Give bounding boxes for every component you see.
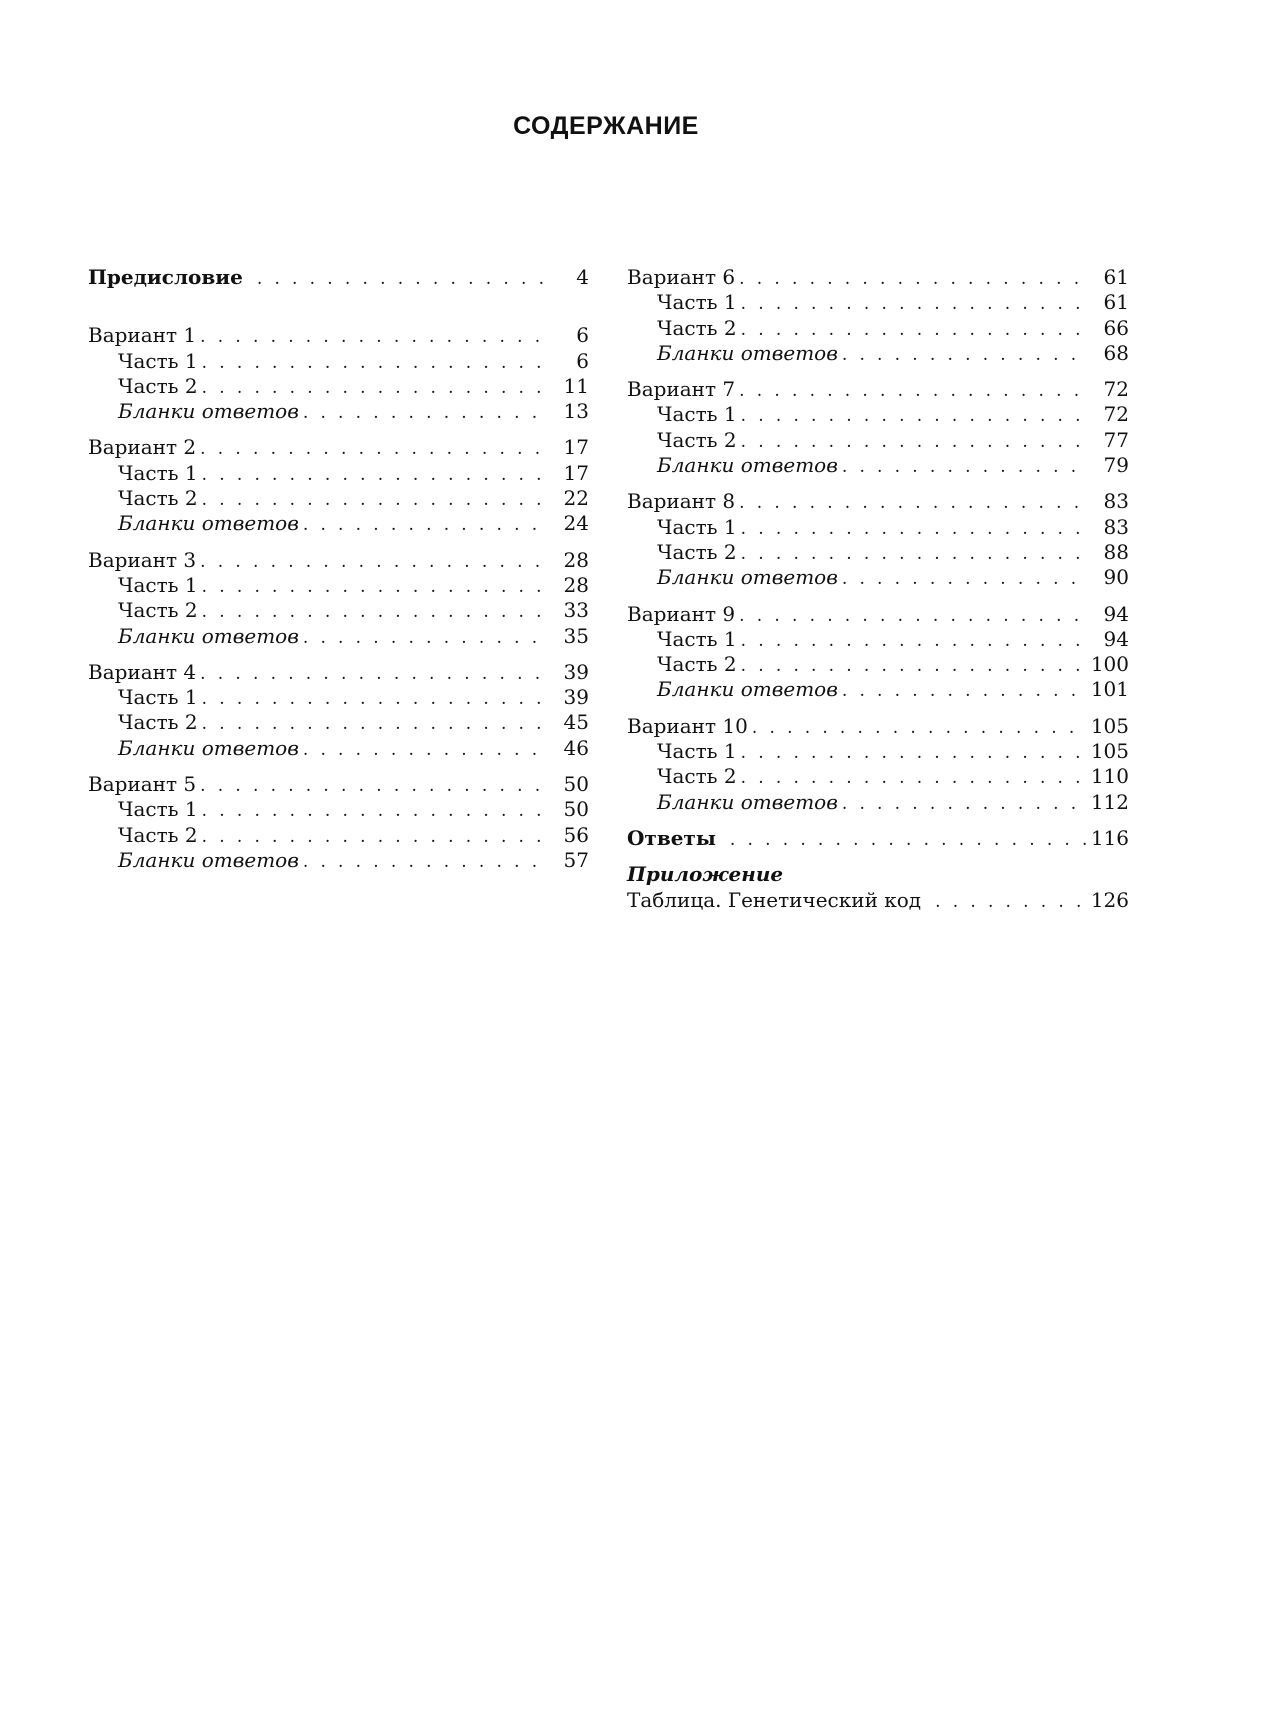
toc-entry-part-1[interactable] [627,627,1129,652]
dot-leader [202,463,547,488]
toc-entry-page: 68 [1103,340,1129,365]
toc-entry-page: 116 [1090,825,1129,850]
dot-leader [741,629,1087,654]
toc-entry-label: Бланки ответов [118,623,299,648]
toc-entry-variant-9[interactable] [627,602,1129,627]
dot-leader [741,430,1087,455]
toc-section-label: Приложение [627,862,784,887]
toc-entry-label: Часть 2 [657,427,737,452]
dot-leader [842,567,1087,592]
toc-entry-page: 94 [1103,626,1129,651]
toc-entry-label: Бланки ответов [118,511,299,536]
toc-entry-page: 35 [563,623,589,648]
toc-entry-page: 72 [1103,377,1129,402]
toc-entry-label: Часть 1 [118,685,198,710]
toc-entry-label: Часть 1 [118,572,198,597]
toc-entry-label: Бланки ответов [118,735,299,760]
toc-entry-page: 112 [1090,789,1129,814]
toc-entry-page: 39 [563,685,589,710]
dot-leader [741,292,1087,317]
toc-entry-answer-forms[interactable] [88,736,589,761]
toc-entry-label: Ответы [627,825,716,850]
toc-entry-part-2[interactable] [88,486,589,511]
dot-leader [752,716,1087,741]
dot-leader [202,575,547,600]
toc-entry-part-1[interactable] [627,402,1129,427]
toc-entry-page: 66 [1103,315,1129,340]
toc-entry-page: 46 [563,735,589,760]
toc-entry-variant-5[interactable] [88,772,589,797]
toc-entry-label: Таблица. Генетический код [627,887,922,912]
dot-leader [842,455,1087,480]
toc-entry-page: 57 [563,847,589,872]
toc-entry-label: Вариант 8 [627,489,736,514]
toc-entry-page: 61 [1103,290,1129,315]
toc-entry-label: Бланки ответов [657,677,838,702]
toc-entry-part-2[interactable] [627,652,1129,677]
dot-leader [739,491,1087,516]
dot-leader [842,343,1087,368]
toc-entry-part-2[interactable] [88,823,589,848]
toc-entry-variant-10[interactable] [627,714,1129,739]
toc-entry-label: Часть 2 [657,652,737,677]
toc-entry-label: Часть 1 [657,739,737,764]
toc-entry-variant-7[interactable] [627,377,1129,402]
toc-entry-variant-4[interactable] [88,660,589,685]
toc-entry-answer-forms[interactable] [627,565,1129,590]
toc-entry-label: Часть 2 [657,764,737,789]
toc-entry-genetic-code-table[interactable] [627,888,1129,913]
toc-entry-page: 100 [1090,652,1129,677]
toc-entry-page: 105 [1090,713,1129,738]
toc-entry-part-1[interactable] [88,573,589,598]
toc-entry-page: 33 [563,598,589,623]
toc-entry-label: Вариант 7 [627,377,736,402]
toc-entry-label: Вариант 2 [88,435,197,460]
dot-leader [741,318,1087,343]
toc-entry-page: 101 [1090,677,1129,702]
toc-entry-label: Вариант 10 [627,713,748,738]
dot-leader [200,325,547,350]
dot-leader [202,799,547,824]
dot-leader [303,401,547,426]
dot-leader [739,267,1087,292]
toc-entry-page: 6 [576,323,589,348]
toc-entry-part-2[interactable] [627,540,1129,565]
toc-entry-page: 28 [563,572,589,597]
toc-right-column [627,265,1129,913]
toc-entry-label: Часть 1 [118,797,198,822]
dot-leader [842,792,1087,817]
toc-entry-label: Часть 2 [118,822,198,847]
dot-leader [202,376,547,401]
toc-entry-answer-forms[interactable] [627,677,1129,702]
toc-entry-answer-forms[interactable] [88,399,589,424]
toc-entry-label: Вариант 5 [88,772,197,797]
toc-entry-label: Бланки ответов [657,340,838,365]
toc-entry-part-1[interactable] [627,515,1129,540]
toc-section-appendix [627,862,1129,887]
dot-leader [739,379,1087,404]
toc-entry-label: Часть 1 [657,402,737,427]
toc-entry-part-1[interactable] [88,349,589,374]
toc-entry-page: 4 [576,265,589,289]
dot-leader [741,654,1087,679]
toc-entry-page: 79 [1103,453,1129,478]
toc-entry-part-2[interactable] [627,316,1129,341]
toc-entry-variant-1[interactable] [88,323,589,348]
toc-entry-part-2[interactable] [88,374,589,399]
toc-entry-part-1[interactable] [88,797,589,822]
toc-entry-label: Бланки ответов [657,453,838,478]
dot-leader [202,351,547,376]
dot-leader [842,679,1087,704]
toc-entry-page: 17 [563,460,589,485]
toc-entry-page: 90 [1103,565,1129,590]
dot-leader [303,513,547,538]
toc-entry-preface[interactable] [88,265,589,290]
toc-entry-page: 126 [1090,887,1129,912]
toc-entry-page: 94 [1103,601,1129,626]
toc-entry-page: 11 [563,373,589,398]
toc-entry-answer-forms[interactable] [88,511,589,536]
toc-entry-label: Бланки ответов [657,789,838,814]
toc-entry-variant-8[interactable] [627,489,1129,514]
toc-entry-page: 83 [1103,489,1129,514]
toc-entry-label: Часть 2 [118,486,198,511]
toc-entry-page: 24 [563,511,589,536]
dot-leader [741,542,1087,567]
toc-entry-part-2[interactable] [88,710,589,735]
toc-left-column [88,265,589,873]
toc-entry-label: Часть 1 [657,514,737,539]
toc-entry-page: 72 [1103,402,1129,427]
dot-leader [741,741,1087,766]
dot-leader [202,488,547,513]
toc-entry-page: 83 [1103,514,1129,539]
toc-entry-page: 45 [563,710,589,735]
dot-leader [303,850,547,875]
dot-leader [247,267,547,292]
toc-entry-page: 61 [1103,265,1129,289]
page-title: СОДЕРЖАНИЕ [513,112,699,140]
toc-entry-label: Часть 1 [118,348,198,373]
toc-entry-page: 56 [563,822,589,847]
toc-entry-page: 22 [563,486,589,511]
toc-entry-answer-forms[interactable] [88,848,589,873]
toc-entry-label: Бланки ответов [118,847,299,872]
dot-leader [202,712,547,737]
toc-entry-page: 17 [563,435,589,460]
toc-entry-label: Часть 2 [657,539,737,564]
dot-leader [200,662,547,687]
toc-entry-variant-3[interactable] [88,548,589,573]
toc-entry-label: Вариант 9 [627,601,736,626]
dot-leader [202,687,547,712]
dot-leader [200,774,547,799]
toc-entry-part-1[interactable] [627,739,1129,764]
toc-entry-label: Бланки ответов [657,565,838,590]
toc-entry-part-2[interactable] [627,428,1129,453]
toc-entry-part-2[interactable] [627,764,1129,789]
toc-entry-page: 50 [563,772,589,797]
toc-entry-label: Предисловие [88,265,243,289]
dot-leader [925,890,1087,915]
dot-leader [739,604,1087,629]
dot-leader [202,825,547,850]
toc-entry-label: Вариант 6 [627,265,736,289]
toc-entry-label: Вариант 1 [88,323,197,348]
toc-entry-answers[interactable] [627,826,1129,851]
dot-leader [303,626,547,651]
toc-entry-page: 50 [563,797,589,822]
toc-entry-page: 13 [563,399,589,424]
toc-entry-part-1[interactable] [88,685,589,710]
dot-leader [200,550,547,575]
toc-entry-page: 110 [1090,764,1129,789]
dot-leader [202,600,547,625]
toc-entry-variant-2[interactable] [88,435,589,460]
toc-entry-label: Часть 2 [118,710,198,735]
dot-leader [741,517,1087,542]
toc-entry-label: Вариант 4 [88,659,197,684]
toc-entry-part-2[interactable] [88,598,589,623]
toc-entry-label: Вариант 3 [88,547,197,572]
toc-entry-answer-forms[interactable] [88,624,589,649]
toc-entry-answer-forms[interactable] [627,790,1129,815]
toc-entry-page: 6 [576,348,589,373]
dot-leader [303,738,547,763]
dot-leader [741,766,1087,791]
toc-entry-variant-6[interactable] [627,265,1129,290]
dot-leader [741,404,1087,429]
dot-leader [720,828,1087,853]
toc-entry-label: Бланки ответов [118,399,299,424]
toc-entry-answer-forms[interactable] [627,453,1129,478]
toc-entry-label: Часть 2 [657,315,737,340]
toc-entry-page: 39 [563,659,589,684]
toc-entry-page: 88 [1103,539,1129,564]
toc-entry-part-1[interactable] [627,290,1129,315]
toc-entry-label: Часть 1 [657,290,737,315]
dot-leader [200,437,547,462]
toc-entry-page: 77 [1103,427,1129,452]
toc-entry-part-1[interactable] [88,461,589,486]
toc-entry-label: Часть 2 [118,598,198,623]
toc-entry-page: 28 [563,547,589,572]
toc-entry-label: Часть 2 [118,373,198,398]
toc-entry-label: Часть 1 [657,626,737,651]
toc-entry-page: 105 [1090,739,1129,764]
toc-entry-answer-forms[interactable] [627,341,1129,366]
toc-entry-label: Часть 1 [118,460,198,485]
